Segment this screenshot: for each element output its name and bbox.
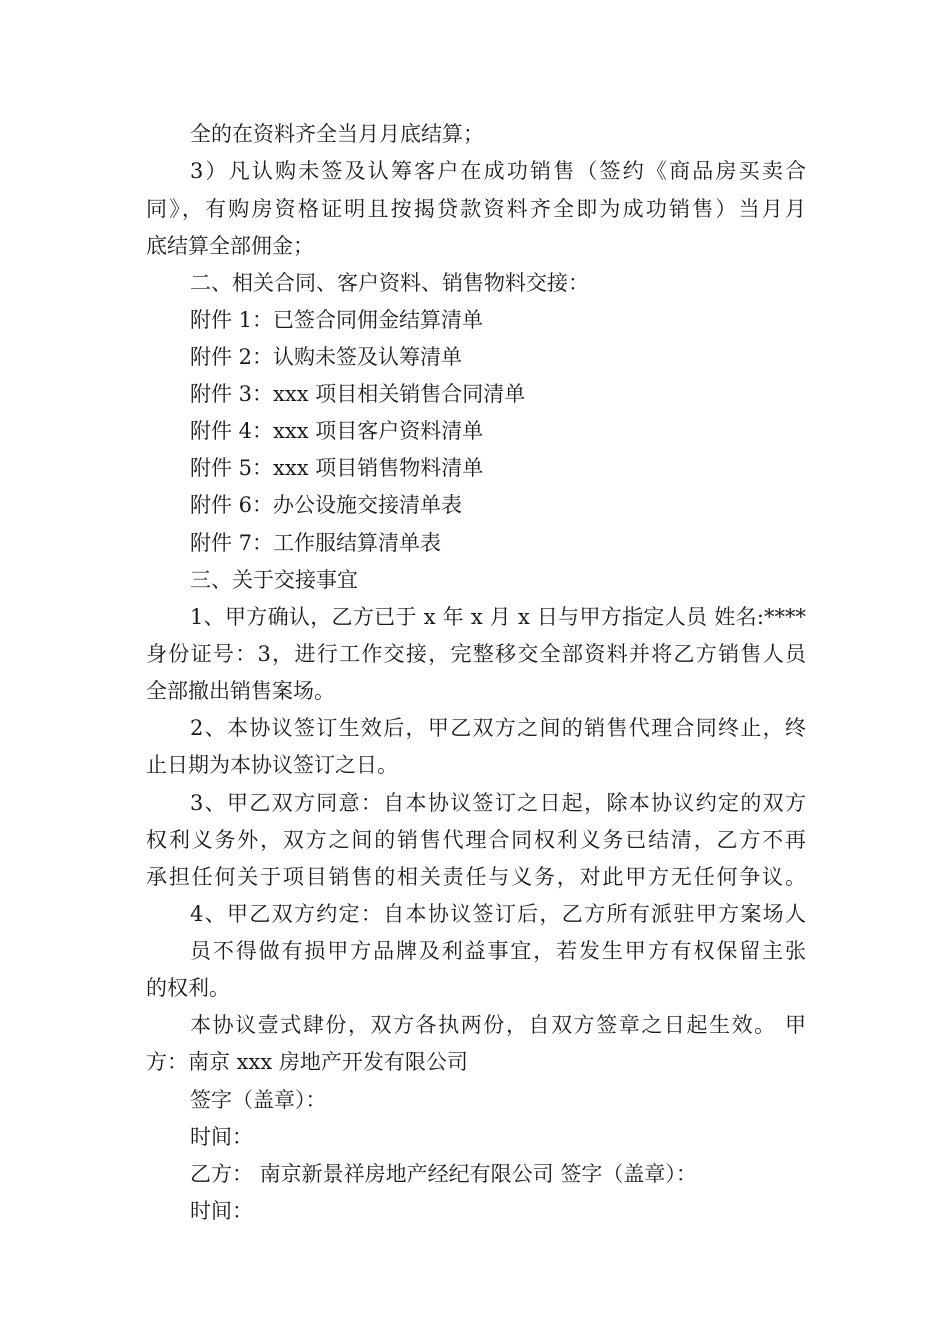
text-line: 全的在资料齐全当月月底结算； xyxy=(190,122,484,146)
signature-label: 签字（盖章）： xyxy=(190,1088,327,1112)
text-line: 同》，有购房资格证明且按揭贷款资料齐全即为成功销售）当月月 xyxy=(146,197,806,221)
text-line: 员不得做有损甲方品牌及利益事宜，若发生甲方有权保留主张 xyxy=(190,939,806,963)
text-line: 3、甲乙双方同意：自本协议签订之日起，除本协议约定的双方 xyxy=(190,791,806,815)
text-line: 承担任何关于项目销售的相关责任与义务，对此甲方无任何争议。 xyxy=(146,865,806,889)
date-label: 时间： xyxy=(190,1199,253,1223)
text-line: 身份证号：3，进行工作交接，完整移交全部资料并将乙方销售人员 xyxy=(146,642,806,666)
text-line: 3）凡认购未签及认筹客户在成功销售（签约《商品房买卖合 xyxy=(190,159,806,183)
attachment-item: 附件 1：已签合同佣金结算清单 xyxy=(190,308,484,332)
text-line: 1、甲方确认，乙方已于 x 年 x 月 x 日与甲方指定人员 姓名:**** xyxy=(190,605,806,629)
section-heading: 二、相关合同、客户资料、销售物料交接： xyxy=(190,271,589,295)
attachment-item: 附件 2：认购未签及认筹清单 xyxy=(190,345,463,369)
attachment-item: 附件 6：办公设施交接清单表 xyxy=(190,493,463,517)
attachment-item: 附件 3：xxx 项目相关销售合同清单 xyxy=(190,382,526,406)
text-line: 方：南京 xxx 房地产开发有限公司 xyxy=(146,1050,468,1074)
text-line: 本协议壹式肆份，双方各执两份，自双方签章之日起生效。 甲 xyxy=(190,1013,806,1037)
text-line: 止日期为本协议签订之日。 xyxy=(146,753,398,777)
attachment-item: 附件 5：xxx 项目销售物料清单 xyxy=(190,456,484,480)
text-line: 全部撤出销售案场。 xyxy=(146,679,335,703)
party-b-line: 乙方： 南京新景祥房地产经纪有限公司 签字（盖章）： xyxy=(190,1162,697,1186)
text-line: 4、甲乙双方约定：自本协议签订后，乙方所有派驻甲方案场人 xyxy=(190,902,806,926)
text-line: 底结算全部佣金； xyxy=(146,234,314,258)
attachment-item: 附件 7：工作服结算清单表 xyxy=(190,531,442,555)
date-label: 时间： xyxy=(190,1125,253,1149)
text-line: 权利义务外，双方之间的销售代理合同权利义务已结清，乙方不再 xyxy=(146,828,806,852)
attachment-item: 附件 4：xxx 项目客户资料清单 xyxy=(190,419,484,443)
section-heading: 三、关于交接事宜 xyxy=(190,568,358,592)
text-line: 的权利。 xyxy=(146,976,230,1000)
text-line: 2、本协议签订生效后，甲乙双方之间的销售代理合同终止，终 xyxy=(190,716,806,740)
